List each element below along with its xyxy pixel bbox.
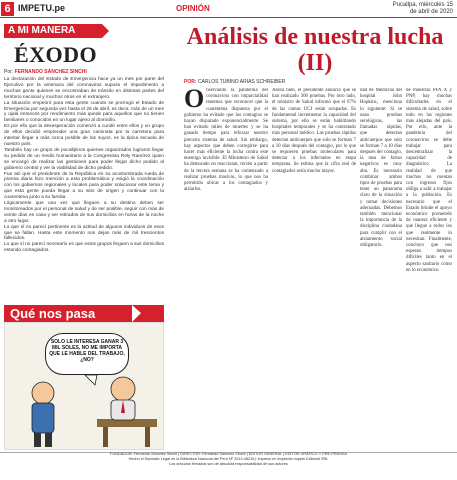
issue-date-line1: Pucallpa, miércoles 15 bbox=[392, 2, 453, 8]
left-paragraph: Fue así que el presidente de la República en su acostumbrada rueda de prensa diaria hizo mención a esta problemática y exigió la coordinación con los gobiernos regionales y locales para poder solucionar este tema y que esta gente pueda llegar a su sitio de origen y continuar con la cuarentena junto a su familia. bbox=[4, 171, 164, 201]
column-text: bservando la pandemia del coronavirus con imparcialidad tenemos que reconocer que la cuarentena dispuesta por el gobierno ha evitado que los contagios se hayan disparado exponencialmente. Se han evitado miles de muertes y se ha ganado tiempo para reforzar nuestro precario sistema de salud. Sin embargo, hay aspectos que deben corregirse para hacer más eficiente la lucha contra este enemigo invisible. El Ministerio de Salud ha demorado en reaccionar, recién a partir de la tercera semana se ha comenzado a realizar pruebas masivas, lo que nos ha permitido ubicar a los contagiados y aislarlos. bbox=[184, 88, 268, 193]
page-number: 6 bbox=[1, 2, 14, 16]
column-text: dad de Medicina del hospital John Hopkins, menciona lo siguiente: Si se usan pruebas serológicas, las llamadas rápidas, que detectan anticuerpos que solo se forman 7 a 10 días después del contagio, la tasa de falsos negativos es muy alta. Es necesario combinar ambos tipos de pruebas para tener un panorama claro de la situación y tomar decisiones adecuadas. Debemos también mencionar la importancia de la disciplina ciudadana para cumplir con el aislamiento social obligatorio. bbox=[360, 88, 402, 249]
column-banner: A MI MANERA bbox=[4, 24, 102, 38]
article-column-4 bbox=[406, 88, 452, 450]
speech-bubble: SOLO LE INTERESA GANAR 3 MIL SOLES, NO ME IMPORTA QUE LE HABLE DEL TRABAJO, ¿NO? bbox=[45, 333, 129, 375]
main-byline-label: POR: bbox=[184, 79, 197, 85]
brand-name: IMPETU.pe bbox=[18, 3, 66, 13]
drop-cap: O bbox=[184, 88, 205, 113]
left-paragraph: También hay un grupo de pucallpinos quienes organizados lograron llegar su pedido de un medio humanitario a la Congresista Rely Ramírez quien se encargó de realizar las gestiones para poder llegar dicho pedido al gobierno central y ver la viabilidad de dicho pedido. bbox=[4, 147, 164, 171]
main-byline bbox=[184, 79, 285, 85]
left-paragraph: Es por ello que la desesperación comenzó a cundir entre ellos y un grupo de ellos decidió emprender una gran caminata por la carretera para intentar llegar a más cerca posible de los suyos, es la típica secuela de nuestro país. bbox=[4, 124, 164, 147]
banner-arrow-icon bbox=[102, 24, 109, 38]
page-footer bbox=[0, 452, 457, 480]
article-column-3 bbox=[360, 88, 402, 450]
section-title: OPINIÓN bbox=[176, 4, 210, 13]
left-byline-name: FERNANDO SÁNCHEZ SINCHI bbox=[14, 69, 87, 75]
left-byline bbox=[4, 69, 87, 75]
left-article-title: ÉXODO bbox=[14, 42, 98, 67]
left-paragraph: Lo que sí no parecí pertinente es la actitud de algunos individuos de esos que se fallan. Hasta este momento nos dejan más de mil trescientos fallecidos. bbox=[4, 224, 164, 242]
cartoon-arrow-icon bbox=[132, 305, 141, 322]
article-column-2 bbox=[272, 88, 356, 450]
main-article-title: Análisis de nuestra lucha (II) bbox=[186, 24, 444, 76]
footer-line: Hecho el Depósito Legal en la Biblioteca Nacional del Perú Nº 2013-08216 | Impreso en Imprenta Impetu Editorial SRL bbox=[128, 456, 329, 461]
left-byline-label: Por: bbox=[4, 69, 14, 75]
editorial-cartoon bbox=[4, 322, 164, 450]
column-text: Ahora bien, el presidente anunció que se han realizado 300 pruebas. Por otro lado, el ministro de Salud informó que el 67% de las camas UCI están ocupadas. Es fundamental incrementar la capacidad del sistema, por ello se están habilitando hospitales temporales y se ha contratado más personal médico. Las pruebas rápidas detectan anticuerpos que solo se forman 7 a 10 días después del contagio, por lo que se requieren pruebas moleculares para detectar a los infectados en etapa temprana. Se estima que la cifra real de contagiados sería mucho mayor. bbox=[272, 88, 356, 174]
issue-date bbox=[363, 2, 453, 16]
left-paragraph: Lógicamente que una vez que lleguen a su destino deben ser monitoreados por el personal de salud y de ser posible, seguir con más de veinte días en casa y ser retirados de sus domicilios en horas de la noche a otro lugar. bbox=[4, 201, 164, 224]
page-header bbox=[0, 0, 457, 18]
left-paragraph: Lo que sí no parecí necesario es que estos grupos lleguen a sus domicilios estando contagiados. bbox=[4, 242, 164, 254]
footer-line: Los artículos firmados son de absoluta responsabilidad de sus autores bbox=[169, 461, 288, 466]
cartoon-figure-icon bbox=[5, 323, 163, 449]
left-paragraph: La declaración del Estado de Emergencia hace ya un mes por parte del Ejecutivo por la amenaza del coronavirus supuso el impedimento a muchas gente quienes se encontraban de tránsito en distintas partes del territorio nacional y muchos otros en el extranjero. bbox=[4, 77, 164, 100]
article-column-1 bbox=[184, 88, 268, 450]
issue-date-line2: de abril de 2020 bbox=[409, 9, 453, 15]
main-byline-name: CARLOS TUBINO ARIAS SCHREIBER bbox=[197, 79, 286, 85]
left-article-body bbox=[4, 77, 164, 254]
header-rule bbox=[0, 17, 457, 18]
cartoon-heading: Qué nos pasa bbox=[10, 306, 96, 321]
footer-line: FUNDADOR: Fernando Sánchez Sinchi | DIRECTOR: Fernando Sánchez Sinchi | EDITOR GENERAL | EDITOR GRÁFICO Y PRE-PRENSA bbox=[110, 452, 347, 456]
column-text: de muestras PFA X y PNP, hay muchas dificultades en el sistema de salud, sobre todo en las regiones más alejadas del país. Por ello, ante la pandemia del coronavirus se debe trabajar para descentralizar la capacidad de diagnóstico. La realidad de que muchos no cuentan con ingresos fijos obliga a salir a trabajar a la población. Es necesario que el Estado brinde el apoyo económico prometido de manera eficiente y que llegue a todos los que realmente lo necesitan. Finalmente, concluyo que nos esperan tiempos difíciles tanto en el aspecto sanitario como en lo económico. bbox=[406, 88, 452, 273]
left-paragraph: La situación empeoró para esta gente cuando se prorrogó el Estado de Emergencia por segunda vez hasta el 26 de abril, es decir, más de un mes y ojalá entonces por rendimiento más quede para aquellos que no tienen familiares o conocidos en un lugar ajeno al domicilio. bbox=[4, 100, 164, 124]
